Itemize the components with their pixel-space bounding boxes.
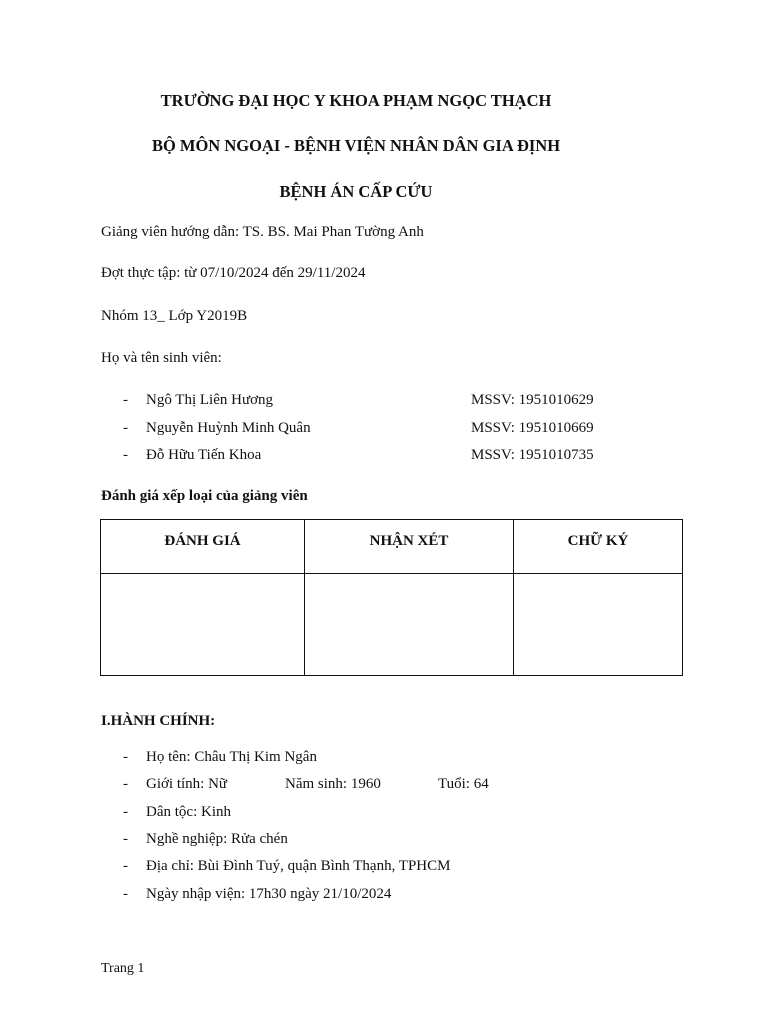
signature-cell (514, 574, 683, 676)
internship-period-line: Đợt thực tập: từ 07/10/2024 đến 29/11/2024 (101, 265, 366, 281)
page-number: Trang 1 (101, 961, 145, 976)
column-header-evaluation: ĐÁNH GIÁ (101, 520, 305, 574)
student-name: Đỗ Hữu Tiến Khoa (146, 447, 262, 463)
list-dash: - (123, 858, 128, 874)
patient-gender: Giới tính: Nữ (146, 776, 228, 792)
student-name: Ngô Thị Liên Hương (146, 392, 274, 408)
list-dash: - (123, 804, 128, 820)
administrative-heading: I.HÀNH CHÍNH: (101, 713, 216, 729)
list-dash: - (123, 392, 128, 408)
list-dash: - (123, 420, 128, 436)
evaluation-table (100, 519, 683, 676)
students-label: Họ và tên sinh viên: (101, 350, 222, 366)
comment-cell (305, 574, 514, 676)
list-dash: - (123, 776, 128, 792)
patient-age: Tuổi: 64 (438, 776, 489, 792)
list-dash: - (123, 447, 128, 463)
department-title: BỘ MÔN NGOẠI - BỆNH VIỆN NHÂN DÂN GIA ĐỊNH (151, 136, 561, 155)
student-id: MSSV: 1951010735 (471, 447, 594, 463)
patient-address: Địa chỉ: Bùi Đình Tuý, quận Bình Thạnh, TPHCM (146, 858, 451, 874)
list-dash: - (123, 749, 128, 765)
list-dash: - (123, 831, 128, 847)
column-header-comment: NHẬN XÉT (305, 520, 514, 574)
table-header-row (101, 520, 683, 574)
patient-name: Họ tên: Châu Thị Kim Ngân (146, 749, 317, 765)
student-id: MSSV: 1951010629 (471, 392, 594, 408)
patient-birth-year: Năm sinh: 1960 (285, 776, 381, 792)
student-name: Nguyễn Huỳnh Minh Quân (146, 420, 311, 436)
group-line: Nhóm 13_ Lớp Y2019B (101, 308, 248, 324)
evaluation-cell (101, 574, 305, 676)
list-dash: - (123, 886, 128, 902)
table-row (101, 574, 683, 676)
university-title: TRƯỜNG ĐẠI HỌC Y KHOA PHẠM NGỌC THẠCH (160, 91, 552, 110)
patient-ethnicity: Dân tộc: Kinh (146, 804, 231, 820)
document-title: BỆNH ÁN CẤP CỨU (279, 182, 433, 201)
instructor-line: Giảng viên hướng dẫn: TS. BS. Mai Phan Tường Anh (101, 224, 424, 240)
column-header-signature: CHỮ KÝ (514, 520, 683, 574)
patient-occupation: Nghề nghiệp: Rửa chén (146, 831, 288, 847)
student-id: MSSV: 1951010669 (471, 420, 594, 436)
evaluation-heading: Đánh giá xếp loại của giảng viên (101, 488, 308, 504)
admission-date: Ngày nhập viện: 17h30 ngày 21/10/2024 (146, 886, 392, 902)
